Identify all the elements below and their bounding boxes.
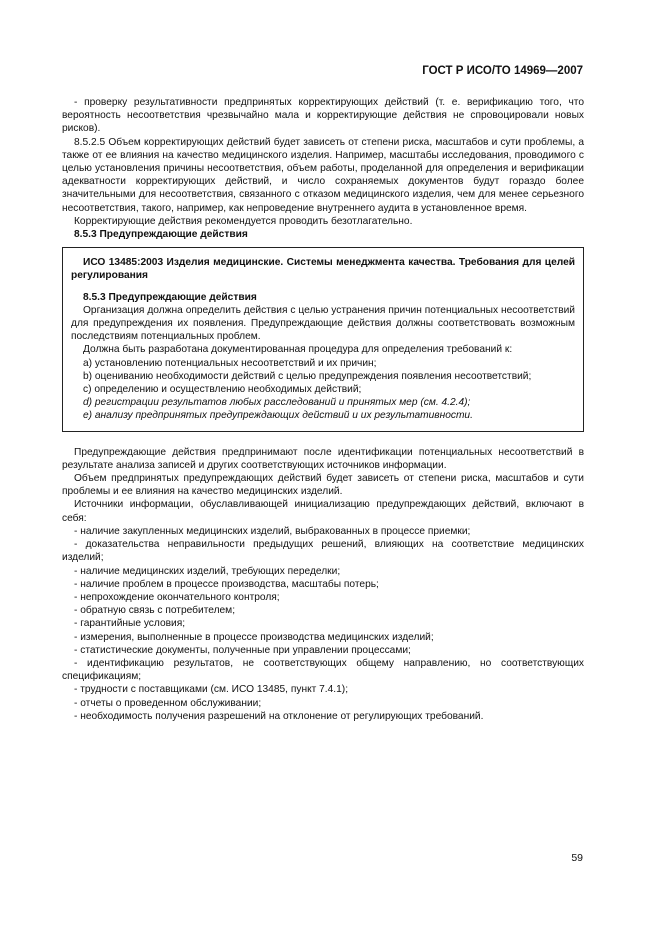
box-title: ИСО 13485:2003 Изделия медицинские. Системы менеджмента качества. Требования для целей регулирования [71,257,575,282]
list-item: - непрохождение окончательного контроля; [74,591,280,603]
page-body [62,96,584,723]
list-item: - измерения, выполненные в процессе производства медицинских изделий; [74,631,434,643]
list-item: - обратную связь с потребителем; [74,605,236,617]
paragraph: - проверку результативности предпринятых корректирующих действий (т. е. верификацию того, что вероятность несоответствия чрезвычайно мала и корректирующие действия не спровоцировали новых рисков). [62,97,584,135]
paragraph: Предупреждающие действия предпринимают после идентификации потенциальных несоответствий в результате анализа записей и других соответствующих источников информации. [62,446,584,471]
list-item: - необходимость получения разрешений на отклонение от регулирующих требований. [74,710,484,722]
list-item: - статистические документы, полученные при управлении процессами; [74,644,411,656]
list-item: - трудности с поставщиками (см. ИСО 13485, пункт 7.4.1); [74,684,349,696]
box-list-item: c) определению и осуществлению необходимых действий; [83,384,362,396]
standard-quote-box [62,247,584,431]
list-item: - доказательства неправильности предыдущих решений, влияющих на соответствие медицинских изделий; [62,539,584,564]
box-list-item: b) оцениванию необходимости действий с целью предупреждения появления несоответствий; [83,370,532,382]
list-item: - наличие закупленных медицинских изделий, выбракованных в процессе приемки; [74,525,471,537]
paragraph: Корректирующие действия рекомендуется проводить безотлагательно. [74,215,413,227]
list-item: - отчеты о проведенном обслуживании; [74,697,262,709]
box-list-item: d) регистрации результатов любых расследований и принятых мер (см. 4.2.4); [83,397,471,409]
document-header: ГОСТ Р ИСО/ТО 14969—2007 [422,65,583,77]
box-list-item: e) анализу предпринятых предупреждающих действий и их результативности. [83,410,473,422]
box-list-item: a) установлению потенциальных несоответствий и их причин; [83,357,377,369]
list-item: - наличие медицинских изделий, требующих переделки; [74,565,341,577]
box-paragraph: Организация должна определить действия с целью устранения причин потенциальных несоответствий для предупреждения их появления. Предупреждающие действия должны соответствовать возможным последствиям потенциальных проблем. [71,304,575,343]
section-heading: 8.5.3 Предупреждающие действия [74,229,248,241]
page-number: 59 [571,852,583,864]
paragraph: Объем предпринятых предупреждающих действий будет зависеть от степени риска, масштабов и сути проблемы и ее влияния на качество медицинских изделий. [62,473,584,498]
box-paragraph: Должна быть разработана документированная процедура для определения требований к: [83,344,513,356]
list-item: - идентификацию результатов, не соответствующих общему направлению, но соответствующих спецификациям; [62,657,584,683]
paragraph: Источники информации, обуславливающей инициализацию предупреждающих действий, включают в себя: [62,499,584,524]
box-subheading: 8.5.3 Предупреждающие действия [83,291,257,303]
list-item: - наличие проблем в процессе производства, масштабы потерь; [74,578,379,590]
list-item: - гарантийные условия; [74,618,186,630]
paragraph: 8.5.2.5 Объем корректирующих действий будет зависеть от степени риска, масштабов и сути проблемы, а также от ее влияния на качество медицинского изделия. Например, масштабы исследования, проводимого с целью установления причины несоответствия, объем работы, проделанной для определения и верификации адекватности корректирующих действий, и число сохраняемых документов будут гораздо более значительными для несоответствия, связанного с отказом медицинского изделия, чем для менее серьезного несоответствия, такого, например, как непроведение внутреннего аудита в установленное время. [62,136,584,214]
